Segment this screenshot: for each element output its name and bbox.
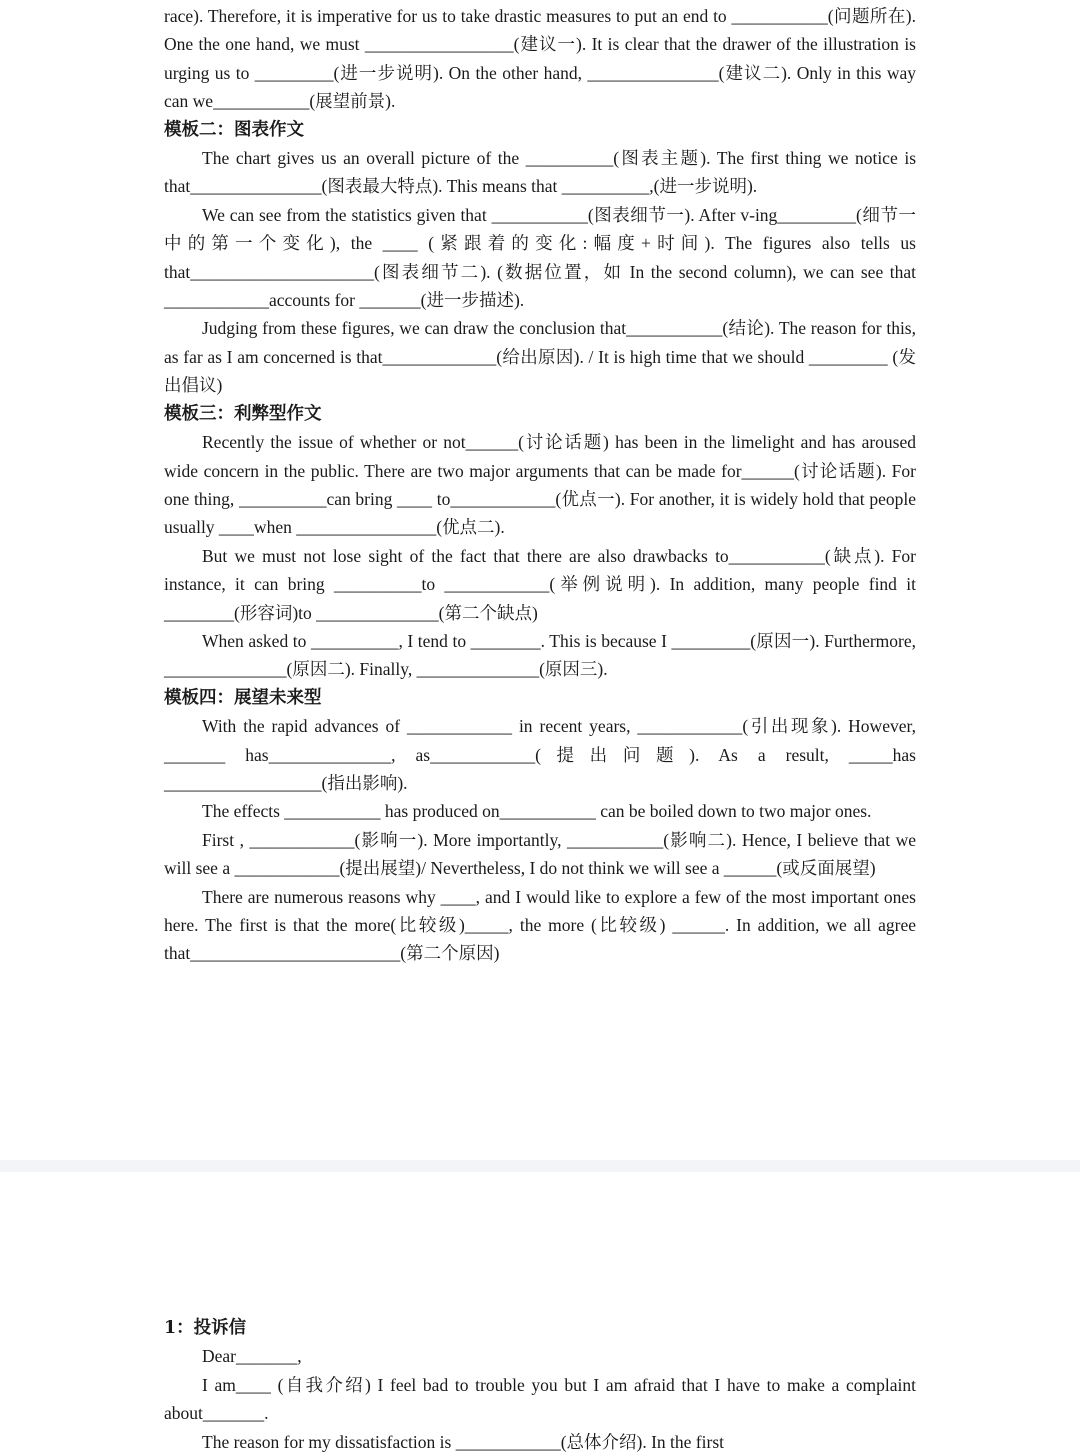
document-page-2 [0, 1172, 1080, 1452]
page-1-text [164, 2, 916, 968]
template-4-heading: 模板四：展望未来型 [164, 687, 322, 708]
letter-paragraph: I am____ (自我介绍) I feel bad to trouble you but I am afraid that I have to make a complaint about_______. [164, 1374, 916, 1424]
template-3-paragraph: Recently the issue of whether or not______(讨论话题) has been in the limelight and has aroused wide concern in the public. There are two major arguments that can be made for______(讨论话题). For one thing, __________can bring ____ to____________(优点一). For another, it is widely hold that people usually ____when ________________(优点二). [164, 432, 916, 538]
template-3-paragraph: But we must not lose sight of the fact that there are also drawbacks to___________(缺点). For instance, it can bring __________to ____________(举例说明). In addition, many people find it ________(形容词)to ______________(第二个缺点) [164, 545, 916, 623]
page-separator [0, 1160, 1080, 1172]
complaint-letter-heading: 1：投诉信 [164, 1318, 247, 1338]
template-4-paragraph: There are numerous reasons why ____, and I would like to explore a few of the most important ones here. The first is that the more(比较级)_____, the more (比较级) ______. In addition, we all agree that________________________(第二个原因) [164, 886, 916, 964]
template-4-paragraph: The effects ___________ has produced on___________ can be boiled down to two major ones. [202, 801, 872, 822]
template-2-heading: 模板二：图表作文 [164, 119, 304, 140]
template-3-heading: 模板三：利弊型作文 [164, 403, 322, 424]
page-2-text [164, 1314, 916, 1456]
template-4-paragraph: First , ____________(影响一). More importantly, ___________(影响二). Hence, I believe that we will see a ____________(提出展望)/ Nevertheless, I do not think we will see a ______(或反面展望) [164, 829, 916, 879]
template-3-paragraph: When asked to __________, I tend to ________. This is because I _________(原因一). Furthermore, ______________(原因二). Finally, ______________(原因三). [164, 630, 916, 680]
intro-paragraph: race). Therefore, it is imperative for us to take drastic measures to put an end to ___________(问题所在). One the one hand, we must _________________(建议一). It is clear that the drawer of the illustration is urging us to _________(进一步说明). On the other hand, _______________(建议二). Only in this way can we___________(展望前景). [164, 6, 916, 112]
template-2-paragraph: We can see from the statistics given that ___________(图表细节一). After v-ing_________(细节一中的第一个变化), the ____ (紧跟着的变化:幅度+时间). The figures also tells us that_____________________(图表细节二). (数据位置，如 In the second column), we can see that ____________accounts for _______(进一步描述). [164, 204, 916, 311]
template-2-paragraph: The chart gives us an overall picture of the __________(图表主题). The first thing we notice is that_______________(图表最大特点). This means that __________,(进一步说明). [164, 148, 916, 197]
letter-salutation: Dear_______, [202, 1346, 302, 1367]
letter-paragraph: The reason for my dissatisfaction is ____________(总体介绍). In the first [202, 1431, 724, 1452]
template-4-paragraph: With the rapid advances of ____________ in recent years, ____________(引出现象). However, _______ has______________, as____________(提出问题). As a result, _____has __________________(指出影响). [164, 716, 916, 793]
template-2-paragraph: Judging from these figures, we can draw the conclusion that___________(结论). The reason for this, as far as I am concerned is that_____________(给出原因). / It is high time that we should _________ (发出倡议) [164, 318, 916, 396]
